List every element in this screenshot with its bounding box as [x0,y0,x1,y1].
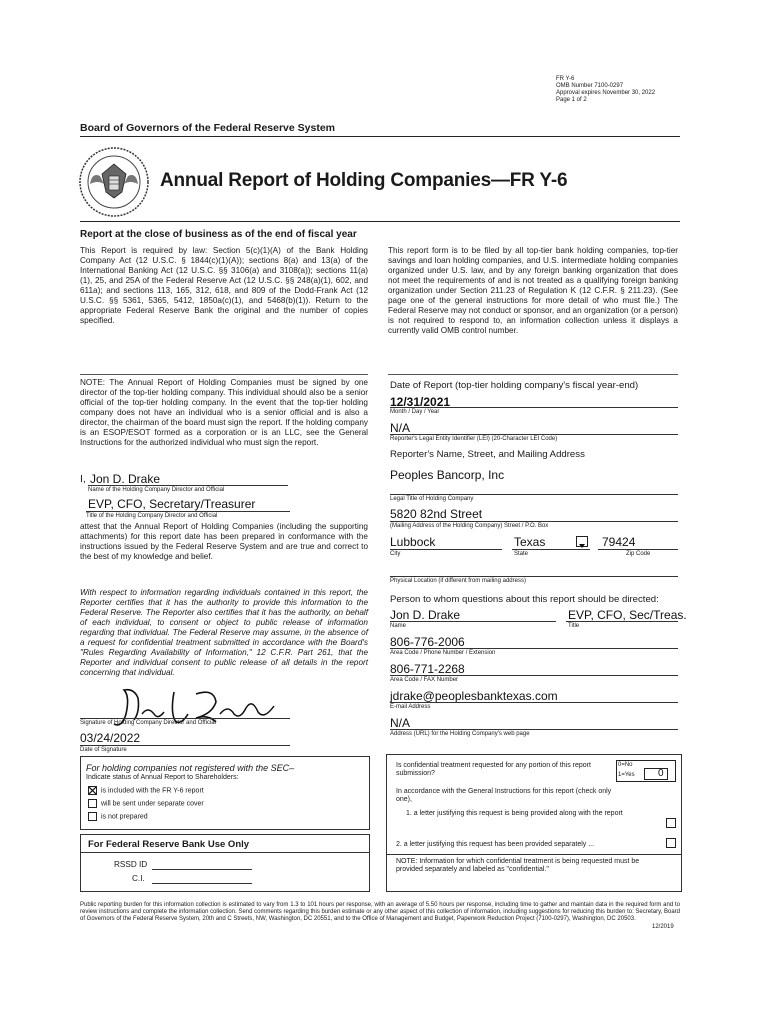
contact-name-line [390,621,556,622]
url-value: N/A [390,716,411,730]
zip-label: Zip Code [626,551,651,557]
signer-name-value: Jon D. Drake [90,472,161,486]
confidential-key-yes: 1=Yes [618,772,635,778]
intro-right-text: This report form is to be filed by all top-tier bank holding companies, top-tier savings and loan holding companies, and U.S. intermediate holding companies organized under U.S. law, and by any foreign banking organization that does not meet the requirements of and is not treated as a qualifying foreign banking organization under Section 211.23 of Regulation K (12 C.F.R. § 211.23). (See page one of the general instructions for more detail of who must file.) The Federal Reserve may not conduct or sponsor, and an organization (or a person) is not required to respond to, an information collection unless it displays a currently valid OMB control number. [388,246,678,335]
contact-title-value: EVP, CFO, Sec/Treas. [568,608,687,622]
ar-option-not-prepared[interactable] [88,812,148,821]
contact-name-value: Jon D. Drake [390,608,461,622]
fr-bank-use-divider [80,852,370,853]
email-label: E-mail Address [390,704,431,710]
company-name-line [390,494,678,495]
street-label: (Mailing Address of the Holding Company) Street / P.O. Box [390,523,549,529]
confidential-key-no: 0=No [618,762,633,768]
confidential-option-1-checkbox[interactable] [666,818,676,828]
physical-location-line [390,576,678,577]
url-line [390,729,678,730]
confidential-option-2: 2. a letter justifying this request has been provided separately ... [396,841,595,848]
signature-date-line [80,745,290,746]
confidential-note: NOTE: Information for which confidential treatment is being requested must be provided separately and labeled as "confidential." [396,858,640,873]
not-registered-subtitle: Indicate status of Annual Report to Shareholders: [86,774,239,781]
approval-expiry: Approval expires November 30, 2022 [556,90,656,96]
email-line [390,702,678,703]
lei-value: N/A [390,421,411,435]
signature-label: Signature of Holding Company Director and Official [80,720,216,726]
date-of-report-line [390,407,678,408]
state-dropdown-icon[interactable] [576,536,588,547]
date-of-report-value: 12/31/2021 [390,395,451,409]
not-registered-title: For holding companies not registered with the SEC– [86,763,295,773]
state-line [512,549,590,550]
signer-title-value: EVP, CFO, Secretary/Treasurer [88,497,256,511]
rssd-label: RSSD ID [114,860,148,869]
agency-divider [80,136,680,137]
confidential-consent-text: With respect to information regarding individuals contained in this report, the Reporter certifies that it has the authority to provide this information to the Federal Reserve. The Reporter also certifies that it has the authority, on behalf of each individual, to consent or object to public release of information regarding that individual. The Federal Reserve may assume, in the absence of a request for confidential treatment submitted in accordance with the Board's "Rules Regarding Availability of Information," 12 C.F.R. Part 261, that the Reporter and individual consent to public release of all details in the report concerning that individual. [80,588,368,677]
confidential-question: Is confidential treatment requested for any portion of this report submission? [396,762,591,777]
contact-heading: Person to whom questions about this report should be directed: [390,594,659,605]
company-name-value: Peoples Bancorp, Inc [390,468,505,482]
ar-separate-label: will be sent under separate cover [101,800,204,808]
zip-value: 79424 [602,535,636,549]
section-divider-right [388,374,678,375]
ar-separate-checkbox[interactable] [88,799,97,808]
signer-title-label: Title of the Holding Company Director and Official [86,513,218,519]
reporter-heading: Reporter's Name, Street, and Mailing Address [390,449,585,460]
signer-name-label: Name of the Holding Company Director and Official [88,487,225,493]
phone-line [390,648,678,649]
omb-number: OMB Number 7100-0297 [556,83,624,89]
confidential-option-2-checkbox[interactable] [666,838,676,848]
ci-label: C.I. [132,874,145,883]
ci-line[interactable] [152,883,252,884]
i-prefix: I, [80,473,86,485]
city-label: City [390,551,401,557]
state-value: Texas [514,535,546,549]
confidential-answer-cell[interactable] [644,768,668,780]
note-signing-requirements: NOTE: The Annual Report of Holding Companies must be signed by one director of the top-tier holding company. This individual should also be a senior official of the top-tier holding company. In the event that the top-tier holding company does not have an individual who is a senior official and is also a director, the chairman of the board must sign the report. If the holding company is an ESOP/ESOT formed as a corporation or is an LLC, see the General Instructions for the authorized individual who must sign the report. [80,378,368,447]
contact-name-label: Name [390,623,407,629]
ar-option-separate[interactable] [88,799,204,808]
phone-value: 806-776-2006 [390,635,465,649]
confidential-answer-value: 0 [658,768,664,779]
url-label: Address (URL) for the Holding Company's web page [390,731,530,737]
fax-line [390,675,678,676]
form-number: FR Y-6 [556,76,575,82]
fax-value: 806-771-2268 [390,662,465,676]
street-line [390,521,678,522]
city-value: Lubbock [390,535,436,549]
form-header-info [556,76,696,104]
footer-date: 12/2019 [652,924,674,930]
date-of-report-label: Date of Report (top-tier holding company's fiscal year-end) [390,380,639,391]
intro-left-text: This Report is required by law: Section 5(c)(1)(A) of the Bank Holding Company Act (12 U.S.C. § 1844(c)(1)(A)); sections 8(a) and 13(a) of the International Banking Act (12 U.S.C. §§ 3106(a) and 3108(a)); sections 11(a)(1), 25, and 25A of the Federal Reserve Act (12 U.S.C. §§ 248(a)(1), 602, and 611a); and sections 113, 165, 312, 618, and 809 of the Dodd-Frank Act (12 U.S.C. §§ 5361, 5365, 5412, 1850a(c)(1), and 5468(b)(1)). Return to the appropriate Federal Reserve Bank the original and the number of copies specified. [80,246,368,325]
ar-not-prepared-checkbox[interactable] [88,812,97,821]
rssd-line[interactable] [152,869,252,870]
fr-bank-use-heading: For Federal Reserve Bank Use Only [88,839,250,850]
form-title: Annual Report of Holding Companies—FR Y-6 [160,170,568,191]
burden-statement: Public reporting burden for this information collection is estimated to vary from 1.3 to 101 hours per response, with an average of 5.50 hours per response, including time to gather and maintain data in the required form and to review instructions and complete the information collection. Send comments regarding this burden estimate or any other aspect of this collection of information, including suggestions for reducing this burden to: Secretary, Board of Governors of the Federal Reserve System, 20th and C Streets, NW, Washington, DC 20551, and to the Office of Management and Budget, Paperwork Reduction Project (7100-0297), Washington, DC 20503. [80,902,680,922]
agency-name: Board of Governors of the Federal Reserve System [80,122,335,134]
contact-title-label: Title [568,623,580,629]
fax-label: Area Code / FAX Number [390,677,459,683]
confidential-note-divider [386,854,682,855]
report-close-heading: Report at the close of business as of the end of fiscal year [80,229,357,240]
phone-label: Area Code / Phone Number / Extension [390,650,496,656]
ar-option-included[interactable] [88,786,204,795]
signature-date-value: 03/24/2022 [80,731,141,745]
date-of-report-sublabel: Month / Day / Year [390,409,440,415]
title-divider [80,221,680,222]
city-line [390,549,502,550]
street-value: 5820 82nd Street [390,507,483,521]
section-divider-left [80,374,368,375]
state-label: State [514,551,529,557]
company-name-label: Legal Title of Holding Company [390,496,474,502]
signer-name-line [88,485,288,486]
signer-title-line [86,511,290,512]
signature-date-label: Date of Signature [80,747,127,753]
lei-label: Reporter's Legal Entity Identifier (LEI) (20-Character LEI Code) [390,436,558,442]
federal-reserve-seal-icon [78,146,150,218]
contact-title-line [566,621,678,622]
email-value: jdrake@peoplesbanktexas.com [390,689,558,703]
lei-line [390,434,678,435]
confidential-option-1: 1. a letter justifying this request is being provided along with the report [406,810,623,817]
ar-not-prepared-label: is not prepared [101,813,148,821]
attestation-text: attest that the Annual Report of Holding Companies (including the supporting attachments) for this report date has been prepared in conformance with the instructions issued by the Federal Reserve System and are true and correct to the best of my knowledge and belief. [80,522,368,561]
zip-line [598,549,678,550]
confidential-accordance-text: In accordance with the General Instructions for this report (check only one), [396,788,612,803]
signature-line [80,718,290,719]
ar-included-label: is included with the FR Y-6 report [101,787,204,795]
page-number: Page 1 of 2 [556,97,587,103]
physical-location-label: Physical Location (if different from mailing address) [390,578,526,584]
ar-included-checkbox[interactable] [88,786,97,795]
